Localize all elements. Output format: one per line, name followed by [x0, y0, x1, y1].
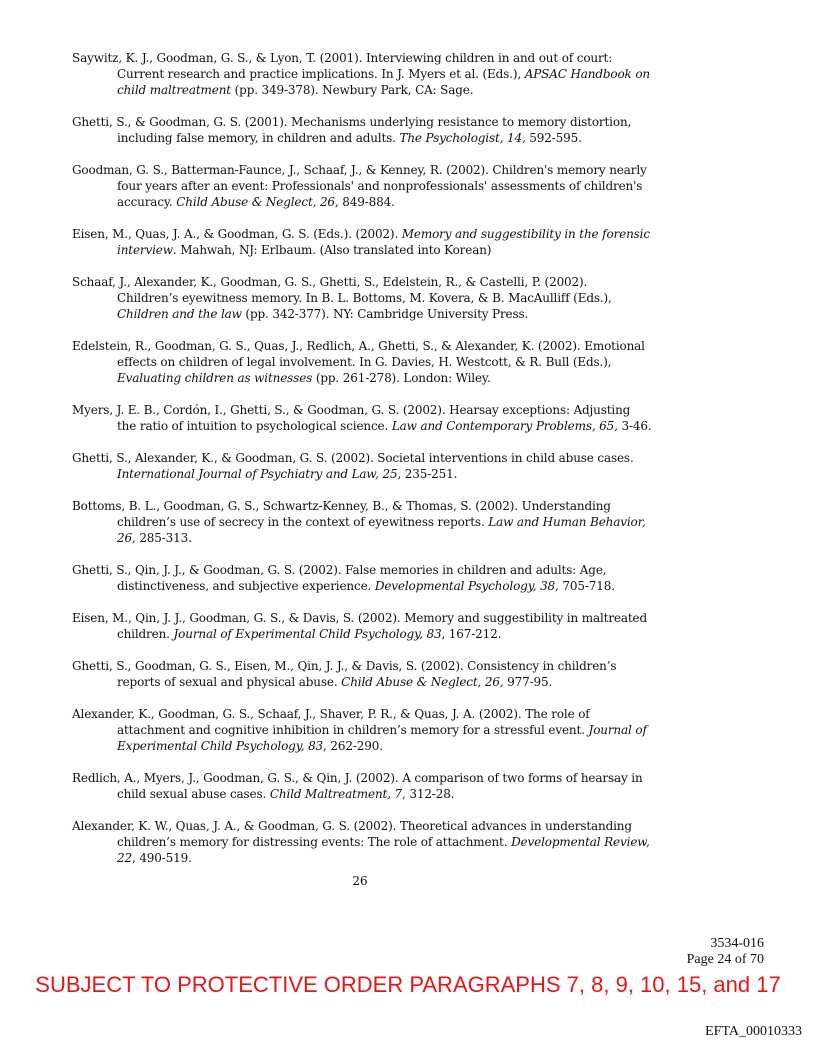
reference-entry: Eisen, M., Quas, J. A., & Goodman, G. S. (Eds.). (2002). Memory and suggestibility in the forensic interview. Mahwah, NJ: Erlbaum. (Also translated into Korean): [72, 227, 650, 257]
reference-entry: Myers, J. E. B., Cordón, I., Ghetti, S., & Goodman, G. S. (2002). Hearsay exceptions: Adjusting the ratio of intuition to psychological science. Law and Contemporary Problems, 65, 3-46.: [72, 403, 652, 433]
reference-entry: Ghetti, S., Qin, J. J., & Goodman, G. S. (2002). False memories in children and adults: Age, distinctiveness, and subjective experience. Developmental Psychology, 38, 705-718.: [72, 563, 615, 593]
reference-entry: Redlich, A., Myers, J., Goodman, G. S., & Qin, J. (2002). A comparison of two forms of hearsay in child sexual abuse cases. Child Maltreatment, 7, 312-28.: [72, 771, 643, 801]
reference-entry: Schaaf, J., Alexander, K., Goodman, G. S., Ghetti, S., Edelstein, R., & Castelli, P. (2002). Children’s eyewitness memory. In B. L. Bottoms, M. Kovera, & B. MacAulliff (Eds.), Children and the law (pp. 342-377). NY: Cambridge University Press.: [72, 275, 612, 321]
reference-entry: Eisen, M., Qin, J. J., Goodman, G. S., & Davis, S. (2002). Memory and suggestibility in maltreated children. Journal of Experimental Child Psychology, 83, 167-212.: [72, 611, 648, 641]
bates-page-count: Page 24 of 70: [686, 952, 764, 967]
reference-entry: Ghetti, S., & Goodman, G. S. (2001). Mechanisms underlying resistance to memory distortion, including false memory, in children and adults. The Psychologist, 14, 592-595.: [72, 115, 632, 145]
reference-entry: Edelstein, R., Goodman, G. S., Quas, J., Redlich, A., Ghetti, S., & Alexander, K. (2002). Emotional effects on children of legal involvement. In G. Davies, H. Westcott, & R. Bull (Eds.), Evaluating children as witnesses (pp. 261-278). London: Wiley.: [72, 339, 645, 385]
reference-entry: Ghetti, S., Alexander, K., & Goodman, G. S. (2002). Societal interventions in child abuse cases. International Journal of Psychiatry and Law, 25, 235-251.: [72, 451, 634, 481]
bates-stamp: [687, 936, 764, 968]
reference-entry: Goodman, G. S., Batterman-Faunce, J., Schaaf, J., & Kenney, R. (2002). Children's memory nearly four years after an event: Professionals' and nonprofessionals' assessments of children's accuracy. Child Abuse & Neglect, 26, 849-884.: [72, 163, 647, 209]
reference-entry: Ghetti, S., Goodman, G. S., Eisen, M., Qin, J. J., & Davis, S. (2002). Consistency in children’s reports of sexual and physical abuse. Child Abuse & Neglect, 26, 977-95.: [72, 659, 617, 689]
reference-entry: Bottoms, B. L., Goodman, G. S., Schwartz-Kenney, B., & Thomas, S. (2002). Understanding children’s use of secrecy in the context of eyewitness reports. Law and Human Behavior, 26, 285-313.: [72, 499, 646, 545]
reference-entry: Saywitz, K. J., Goodman, G. S., & Lyon, T. (2001). Interviewing children in and out of court: Current research and practice implications. In J. Myers et al. (Eds.), APSAC Handbook on child maltreatment (pp. 349-378). Newbury Park, CA: Sage.: [72, 51, 650, 97]
efta-id: EFTA_00010333: [705, 1024, 802, 1039]
page-number: 26: [352, 874, 368, 888]
reference-list: [72, 50, 652, 882]
protective-order-notice: SUBJECT TO PROTECTIVE ORDER PARAGRAPHS 7, 8, 9, 10, 15, and 17: [35, 972, 781, 997]
reference-entry: Alexander, K., Goodman, G. S., Schaaf, J., Shaver, P. R., & Quas, J. A. (2002). The role of attachment and cognitive inhibition in children’s memory for a stressful event. Journal of Experimental Child Psychology, 83, 262-290.: [72, 707, 647, 753]
reference-entry: Alexander, K. W., Quas, J. A., & Goodman, G. S. (2002). Theoretical advances in understanding children’s memory for distressing events: The role of attachment. Developmental Review, 22, 490-519.: [72, 819, 650, 865]
bates-document-id: 3534-016: [710, 936, 764, 951]
